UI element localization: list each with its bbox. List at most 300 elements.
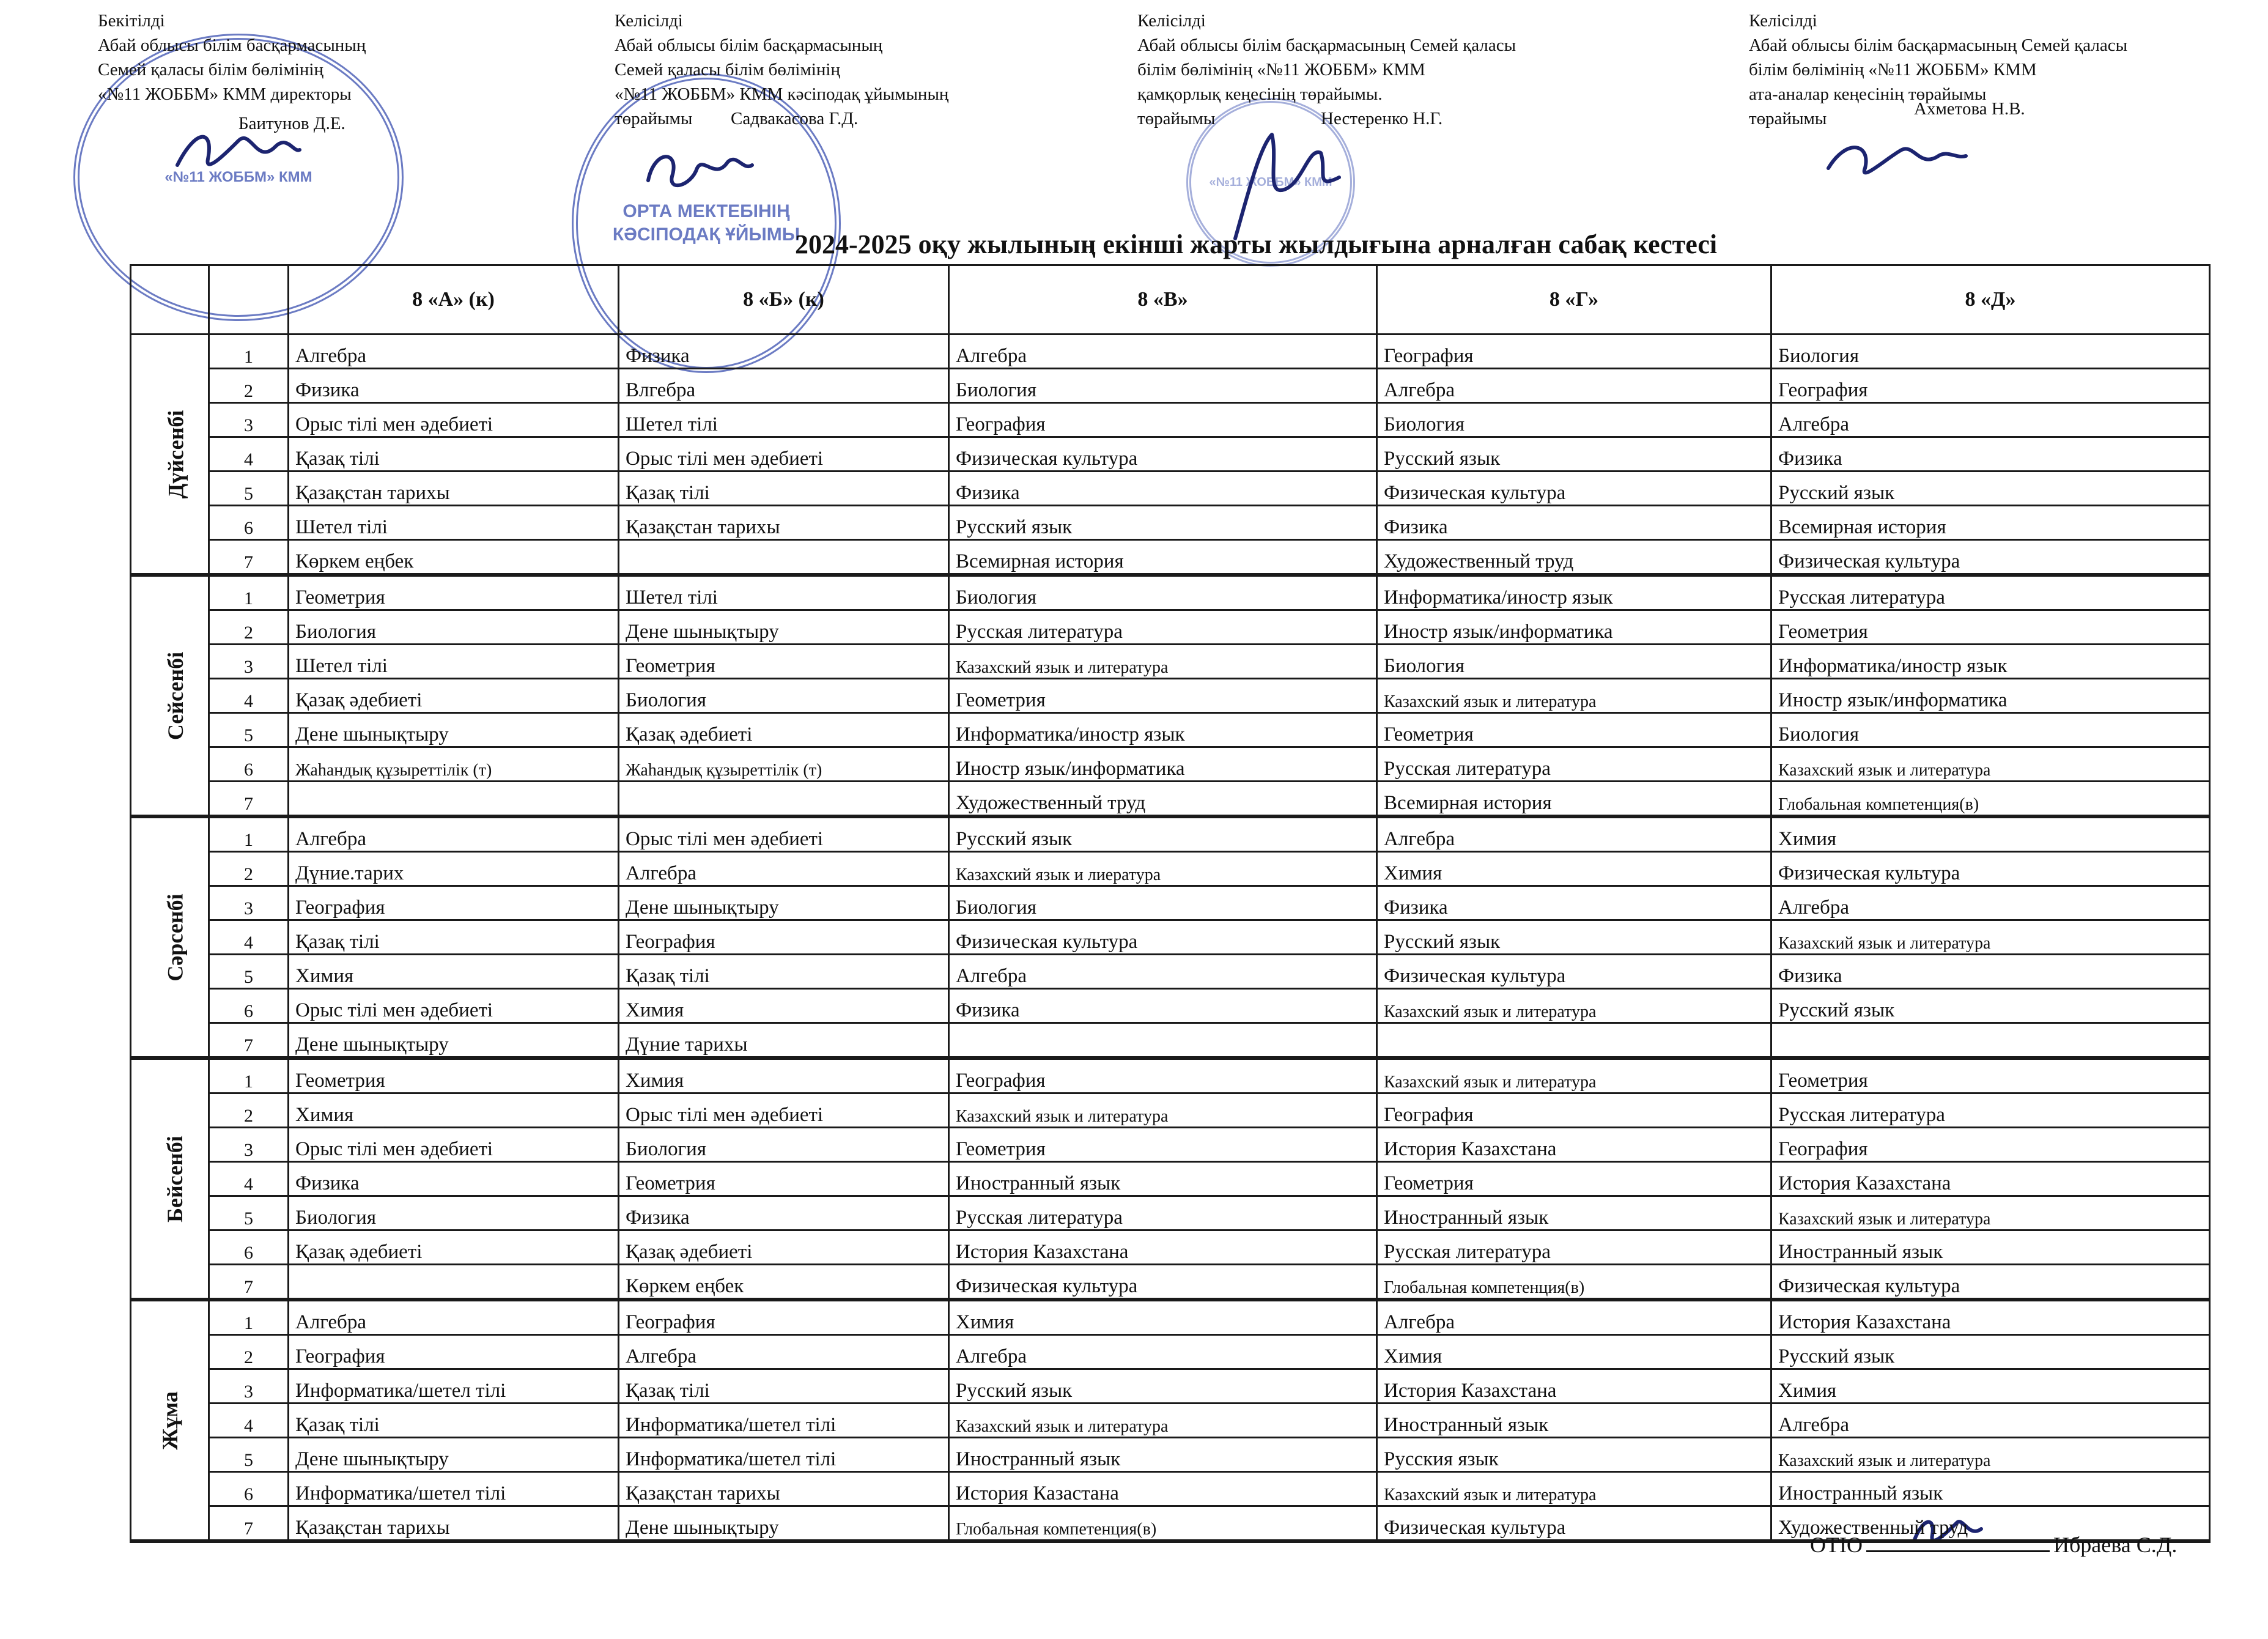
subject-cell: География [1377,335,1771,369]
subject-cell: Қазақстан тарихы [619,506,949,540]
subject-cell: Алгебра [619,1335,949,1369]
table-row [131,645,2210,679]
subject-cell: Информатика/иностр язык [1377,575,1771,610]
subject-cell: Русский язык [1771,989,2210,1023]
lesson-number: 6 [209,506,289,540]
subject-cell: Физика [1377,886,1771,920]
subject-cell: Глобальная компетенция(в) [949,1506,1377,1542]
subject-cell: Дене шынықтыру [619,610,949,645]
approval-line: Келісілді [615,11,683,31]
subject-cell: Геометрия [1377,713,1771,747]
subject-cell: Русская литература [1377,1230,1771,1265]
subject-cell: Геометрия [289,575,619,610]
subject-cell: Глобальная компетенция(в) [1771,782,2210,817]
subject-cell: Қазақ тілі [619,1369,949,1404]
subject-cell: Русский язык [1771,472,2210,506]
subject-cell: Художественный труд [949,782,1377,817]
subject-cell: Иностранный язык [949,1438,1377,1472]
subject-cell: Шетел тілі [289,506,619,540]
subject-cell: Влгебра [619,369,949,403]
subject-cell [1771,1023,2210,1059]
subject-cell: География [289,886,619,920]
subject-cell: Қазақ тілі [289,920,619,955]
subject-cell: Художественный труд [1377,540,1771,575]
subject-cell: Русская литература [1771,575,2210,610]
lesson-number: 3 [209,886,289,920]
subject-cell: Көркем еңбек [289,540,619,575]
subject-cell: Русский язык [949,506,1377,540]
approval-line: Абай облысы білім басқармасының [98,35,366,55]
subject-cell: Геометрия [949,679,1377,713]
subject-cell: История Казахстана [949,1230,1377,1265]
subject-cell: Алгебра [949,335,1377,369]
table-row [131,816,2210,852]
lesson-number: 3 [209,1128,289,1162]
column-header: 8 «В» [949,265,1377,335]
subject-cell: Алгебра [289,335,619,369]
subject-cell: Иностранный язык [1377,1404,1771,1438]
lesson-number: 7 [209,1265,289,1300]
schedule-body [131,335,2210,1542]
subject-cell: Русская литература [1377,747,1771,782]
subject-cell: Геометрия [1771,1058,2210,1093]
subject-cell: Геометрия [289,1058,619,1093]
subject-cell: Казахский язык и литература [949,1093,1377,1128]
subject-cell: Русский язык [1377,437,1771,472]
table-row [131,1162,2210,1196]
subject-cell: Қазақ әдебиеті [619,713,949,747]
subject-cell [949,1023,1377,1059]
approval-block-union [615,9,1055,141]
lesson-number: 5 [209,1438,289,1472]
lesson-number: 5 [209,472,289,506]
subject-cell: Информатика/шетел тілі [289,1369,619,1404]
lesson-number: 7 [209,540,289,575]
table-row [131,747,2210,782]
subject-cell: Орыс тілі мен әдебиеті [289,1128,619,1162]
table-row [131,1300,2210,1335]
school-seal-stamp: «№11 ЖОББМ» КММ [73,34,404,321]
subject-cell: Иностранный язык [1377,1196,1771,1230]
lesson-number: 2 [209,852,289,886]
column-header: 8 «Б» (к) [619,265,949,335]
approval-line: білім бөлімінің «№11 ЖОББМ» КММ [1137,60,1425,80]
approval-signer: Ахметова Н.В. [1914,99,2025,119]
lesson-number: 3 [209,403,289,437]
subject-cell: Қазақстан тарихы [619,1472,949,1506]
subject-cell: Физика [949,989,1377,1023]
subject-cell [289,1265,619,1300]
approval-signer: Баитунов Д.Е. [238,114,345,133]
subject-cell: География [949,1058,1377,1093]
approval-line: Абай облысы білім басқармасының Семей қаласы [1749,35,2128,55]
subject-cell: Орыс тілі мен әдебиеті [289,989,619,1023]
subject-cell: Шетел тілі [289,645,619,679]
subject-cell: Геометрия [1771,610,2210,645]
subject-cell: Қазақстан тарихы [289,1506,619,1542]
subject-cell: География [1771,1128,2210,1162]
subject-cell: Физическая культура [1377,1506,1771,1542]
table-row [131,369,2210,403]
subject-cell: Казахский язык и литература [1771,747,2210,782]
approval-signer: Садвакасова Г.Д. [731,109,859,128]
subject-cell: Алгебра [1377,369,1771,403]
subject-cell: Казахский язык и литература [949,1404,1377,1438]
table-row [131,506,2210,540]
subject-cell: История Казахстана [1771,1162,2210,1196]
subject-cell: Русская литература [949,610,1377,645]
table-row [131,989,2210,1023]
subject-cell: Физическая культура [949,920,1377,955]
lesson-number: 4 [209,679,289,713]
subject-cell: Қазақ тілі [289,437,619,472]
subject-cell: Казахский язык и лиература [949,852,1377,886]
table-row [131,1335,2210,1369]
subject-cell: Химия [289,955,619,989]
subject-cell: Физическая культура [1771,1265,2210,1300]
table-row [131,1023,2210,1059]
subject-cell: Казахский язык и литература [1377,989,1771,1023]
subject-cell: Геометрия [1377,1162,1771,1196]
subject-cell: Биология [289,610,619,645]
approval-line: төрайымы [615,109,693,128]
lesson-number: 6 [209,1472,289,1506]
subject-cell: Казахский язык и литература [1377,1472,1771,1506]
subject-cell: Казахский язык и литература [1771,920,2210,955]
table-row [131,472,2210,506]
subject-cell: Биология [1771,335,2210,369]
subject-cell: Дене шынықтыру [619,1506,949,1542]
lesson-number: 2 [209,610,289,645]
day-cell [131,1300,209,1541]
schedule-table [130,264,2211,1543]
subject-cell: Биология [949,575,1377,610]
lesson-number: 4 [209,1404,289,1438]
subject-cell: Иностранный язык [949,1162,1377,1196]
board-stamp: «№11 ЖОББМ» КММ [1186,98,1355,267]
lesson-number: 1 [209,1058,289,1093]
subject-cell: Шетел тілі [619,403,949,437]
subject-cell: Информатика/шетел тілі [619,1404,949,1438]
subject-cell: Химия [619,1058,949,1093]
subject-cell: Физика [619,1196,949,1230]
subject-cell: Дене шынықтыру [619,886,949,920]
subject-cell: Русский язык [949,816,1377,852]
lesson-number: 7 [209,1506,289,1542]
approval-line: қамқорлық кеңесінің төрайымы. [1137,84,1383,104]
table-row [131,1128,2210,1162]
lesson-number: 3 [209,1369,289,1404]
table-row [131,403,2210,437]
subject-cell: Алгебра [289,816,619,852]
day-cell [131,1058,209,1300]
day-cell [131,816,209,1058]
approval-line: Абай облысы білім басқармасының [615,35,883,55]
table-row [131,1369,2210,1404]
subject-cell: Биология [949,886,1377,920]
subject-cell: Физическая культура [1771,540,2210,575]
subject-cell: Дүние.тарих [289,852,619,886]
table-row [131,713,2210,747]
subject-cell: География [1771,369,2210,403]
subject-cell: Казахский язык и литература [1377,679,1771,713]
day-label: Бейсенбі [162,1135,187,1223]
subject-cell: Биология [1771,713,2210,747]
table-row [131,955,2210,989]
signature-board [1217,122,1357,245]
subject-cell: Алгебра [1771,886,2210,920]
signature-line [1866,1532,2050,1552]
subject-cell: Иностр язык/информатика [1377,610,1771,645]
approval-line: Келісілді [1749,11,1817,31]
table-row [131,437,2210,472]
table-row [131,1404,2210,1438]
subject-cell: Информатика/шетел тілі [619,1438,949,1472]
table-row [131,1093,2210,1128]
approval-line: Келісілді [1137,11,1206,31]
approval-line: «№11 ЖОББМ» КММ директоры [98,84,352,104]
table-row [131,610,2210,645]
signature-union [636,138,758,205]
subject-cell: Орыс тілі мен әдебиеті [619,1093,949,1128]
lesson-number: 4 [209,1162,289,1196]
subject-cell: География [1377,1093,1771,1128]
table-row [131,852,2210,886]
subject-cell: Физическая культура [949,437,1377,472]
subject-cell: Қазақ әдебиеті [289,1230,619,1265]
table-row [131,679,2210,713]
header-lesson-number [209,265,289,335]
subject-cell: Дүние тарихы [619,1023,949,1059]
subject-cell: История Казахстана [1377,1128,1771,1162]
table-row [131,540,2210,575]
approval-block-director [98,9,526,146]
subject-cell: Художественный труд [1771,1506,2210,1542]
subject-cell: Алгебра [1771,1404,2210,1438]
table-row [131,1438,2210,1472]
lesson-number: 4 [209,437,289,472]
subject-cell: Шетел тілі [619,575,949,610]
footer-name: Ибраева С.Д. [2053,1533,2178,1557]
trade-union-stamp: ОРТА МЕКТЕБІНІҢ КӘСІПОДАҚ ҰЙЫМЫ [572,73,841,373]
lesson-number: 4 [209,920,289,955]
table-row [131,886,2210,920]
subject-cell: Жаһандық құзыреттілік (т) [289,747,619,782]
approval-line: Абай облысы білім басқармасының Семей қаласы [1137,35,1516,55]
lesson-number: 6 [209,989,289,1023]
subject-cell: Биология [619,679,949,713]
table-row [131,1196,2210,1230]
lesson-number: 7 [209,1023,289,1059]
table-row [131,575,2210,610]
table-row [131,782,2210,817]
approval-line: Семей қаласы білім бөлімінің [615,60,840,80]
column-header: 8 «Д» [1771,265,2210,335]
subject-cell: Химия [1771,816,2210,852]
lesson-number: 2 [209,1093,289,1128]
subject-cell: Қазақ тілі [289,1404,619,1438]
subject-cell: Алгебра [949,1335,1377,1369]
subject-cell: Қазақ әдебиеті [289,679,619,713]
approval-line: білім бөлімінің «№11 ЖОББМ» КММ [1749,60,2037,80]
page-title: 2024-2025 оқу жылының екінші жарты жылдығына арналған сабақ кестесі [795,229,1718,259]
subject-cell: Информатика/иностр язык [1771,645,2210,679]
subject-cell: Физика [949,472,1377,506]
subject-cell: Химия [619,989,949,1023]
subject-cell: Физика [289,1162,619,1196]
subject-cell: Казахский язык и литература [1771,1196,2210,1230]
day-cell [131,575,209,816]
footer-signature [1810,1532,2177,1558]
approval-line: Бекітілді [98,11,165,31]
subject-cell: Қазақстан тарихы [289,472,619,506]
subject-cell: Глобальная компетенция(в) [1377,1265,1771,1300]
lesson-number: 6 [209,747,289,782]
subject-cell: Геометрия [619,645,949,679]
table-row [131,1265,2210,1300]
table-row [131,335,2210,369]
lesson-number: 5 [209,713,289,747]
subject-cell: География [619,1300,949,1335]
lesson-number: 5 [209,955,289,989]
lesson-number: 2 [209,1335,289,1369]
subject-cell: Жаһандық құзыреттілік (т) [619,747,949,782]
subject-cell: Иностранный язык [1771,1472,2210,1506]
subject-cell: Физика [1771,437,2210,472]
subject-cell [1377,1023,1771,1059]
subject-cell: Химия [949,1300,1377,1335]
subject-cell: Дене шынықтыру [289,713,619,747]
subject-cell: Орыс тілі мен әдебиеті [619,437,949,472]
approval-line: ата-аналар кеңесінің төрайымы [1749,84,1987,104]
day-label: Сәрсенбі [163,893,188,982]
subject-cell: Русская литература [1771,1093,2210,1128]
table-row [131,1230,2210,1265]
lesson-number: 7 [209,782,289,817]
subject-cell: Қазақ тілі [619,472,949,506]
approval-signer: Нестеренко Н.Г. [1321,109,1443,128]
subject-cell: Қазақ әдебиеті [619,1230,949,1265]
subject-cell: Геометрия [619,1162,949,1196]
lesson-number: 1 [209,335,289,369]
subject-cell: История Казахстана [1771,1300,2210,1335]
subject-cell: Дене шынықтыру [289,1023,619,1059]
subject-cell: Русский язык [1771,1335,2210,1369]
subject-cell [619,540,949,575]
subject-cell: Алгебра [949,955,1377,989]
table-row [131,1058,2210,1093]
approval-line: төрайымы [1137,109,1216,128]
table-row [131,920,2210,955]
day-label: Жұма [157,1391,182,1450]
subject-cell: Иностр язык/информатика [1771,679,2210,713]
subject-cell: Всемирная история [1771,506,2210,540]
day-cell [131,335,209,575]
subject-cell: Биология [289,1196,619,1230]
subject-cell: Иностр язык/информатика [949,747,1377,782]
subject-cell: Химия [1771,1369,2210,1404]
subject-cell: Биология [619,1128,949,1162]
subject-cell: Всемирная история [1377,782,1771,817]
table-row [131,1472,2210,1506]
subject-cell: Алгебра [619,852,949,886]
subject-cell: Всемирная история [949,540,1377,575]
subject-cell: Биология [949,369,1377,403]
subject-cell: История Казастана [949,1472,1377,1506]
subject-cell: Көркем еңбек [619,1265,949,1300]
header-row [131,265,2210,335]
subject-cell: Алгебра [1377,816,1771,852]
subject-cell [619,782,949,817]
lesson-number: 1 [209,575,289,610]
subject-cell: Иностранный язык [1771,1230,2210,1265]
subject-cell: Дене шынықтыру [289,1438,619,1472]
subject-cell: Информатика/иностр язык [949,713,1377,747]
subject-cell: Казахский язык и литература [949,645,1377,679]
approval-block-parents [1749,9,2238,131]
subject-cell: Химия [1377,852,1771,886]
subject-cell: История Казахстана [1377,1369,1771,1404]
subject-cell: Химия [1377,1335,1771,1369]
approval-line: «№11 ЖОББМ» КММ кәсіподақ ұйымының [615,84,949,104]
subject-cell [289,782,619,817]
subject-cell: География [289,1335,619,1369]
subject-cell: Физика [289,369,619,403]
header-day [131,265,209,335]
approval-line: төрайымы [1749,109,1827,128]
subject-cell: Физическая культура [1771,852,2210,886]
subject-cell: Орыс тілі мен әдебиеті [619,816,949,852]
subject-cell: Русская литература [949,1196,1377,1230]
subject-cell: Алгебра [1771,403,2210,437]
subject-cell: Казахский язык и литература [1771,1438,2210,1472]
subject-cell: Казахский язык и литература [1377,1058,1771,1093]
subject-cell: Физика [1377,506,1771,540]
lesson-number: 2 [209,369,289,403]
subject-cell: География [949,403,1377,437]
day-label: Сейсенбі [163,651,188,740]
subject-cell: Қазақ тілі [619,955,949,989]
subject-cell: Алгебра [1377,1300,1771,1335]
subject-cell: Физическая культура [949,1265,1377,1300]
lesson-number: 3 [209,645,289,679]
lesson-number: 1 [209,816,289,852]
subject-cell: Орыс тілі мен әдебиеті [289,403,619,437]
column-header: 8 «Г» [1377,265,1771,335]
lesson-number: 5 [209,1196,289,1230]
approval-line: Семей қаласы білім бөлімінің [98,60,323,80]
subject-cell: Русския язык [1377,1438,1771,1472]
subject-cell: Алгебра [289,1300,619,1335]
subject-cell: Русский язык [949,1369,1377,1404]
subject-cell: Физика [619,335,949,369]
subject-cell: Физика [1771,955,2210,989]
lesson-number: 1 [209,1300,289,1335]
footer-label: ОТІО [1810,1533,1863,1557]
subject-cell: Биология [1377,645,1771,679]
subject-cell: Геометрия [949,1128,1377,1162]
subject-cell: Информатика/шетел тілі [289,1472,619,1506]
subject-cell: География [619,920,949,955]
subject-cell: Физическая культура [1377,472,1771,506]
subject-cell: Русский язык [1377,920,1771,955]
signature-director [171,116,306,183]
subject-cell: Биология [1377,403,1771,437]
column-header: 8 «А» (к) [289,265,619,335]
approval-block-board [1137,9,1602,141]
signature-parents [1822,131,1969,187]
subject-cell: Физическая культура [1377,955,1771,989]
